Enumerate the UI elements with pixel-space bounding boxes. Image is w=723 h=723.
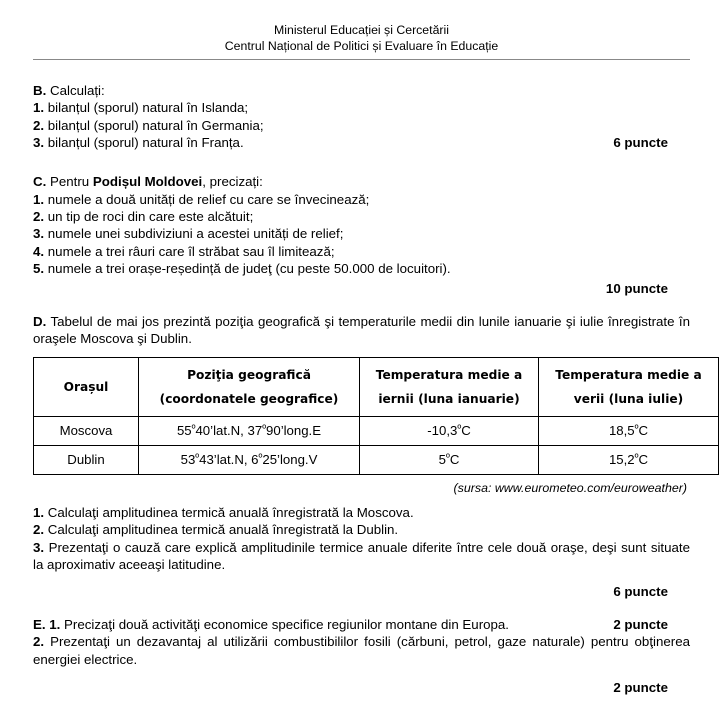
section-b-item-2-text: bilanțul (sporul) natural în Germania; [44,117,264,133]
cell-winter-dublin [360,445,539,474]
section-c-item-4-text: numele a trei râuri care îl străbat sau îl limitează; [44,243,335,259]
section-d-intro [33,313,690,348]
section-b-item-2-num: 2. [33,117,45,133]
section-c-subject: Podișul Moldovei [92,174,203,190]
section-b-item-3-text: bilanțul (sporul) natural în Franța. [44,135,244,151]
document-header [0,0,723,54]
cell-winter-dublin-unit: C [449,452,460,468]
section-e-item-2-points: 2 puncte [613,680,668,696]
section-b-item-2 [33,117,690,134]
degree-symbol: º [195,452,200,465]
table-header-position [139,357,360,416]
degree-symbol: º [457,423,462,436]
cell-position-dublin-lat-deg: 53 [180,452,196,468]
section-c-item-1-text: numele a două unități de relief cu care se învecinează; [44,191,370,207]
degree-symbol: º [191,423,196,436]
section-c-item-5-num: 5. [33,261,45,277]
section-b-item-1-num: 1. [33,100,45,116]
cell-position-dublin [139,445,360,474]
section-e-item-1-points: 2 puncte [613,616,668,632]
cell-summer-dublin-unit: C [638,452,649,468]
table-header-position-l2: (coordonatele geografice) [159,391,339,406]
cell-city-moscova: Moscova [34,416,139,445]
table-header-summer-l1: Temperatura medie a [555,367,702,382]
ministry-line: Ministerul Educației și Cercetării [274,23,449,37]
section-b-item-3-num: 3. [33,135,45,151]
section-c-item-5-text: numele a trei orașe-reședință de judeţ (cu peste 50.000 de locuitori). [44,261,451,277]
table-source: (sursa: www.eurometeo.com/euroweather) [453,480,687,495]
section-c-item-1 [33,191,690,208]
table-header-winter [360,357,539,416]
section-c-item-1-num: 1. [33,191,45,207]
cell-winter-moscova-value: -10,3 [427,423,458,439]
section-b-intro-text: Calculați: [46,83,105,98]
section-d-label: D. [33,313,47,329]
table-row [34,416,719,445]
section-d-item-2 [33,521,690,538]
section-b-points: 6 puncte [613,135,668,151]
cell-position-moscova-lat-deg: 55 [176,423,192,439]
section-c-item-3-text: numele unei subdiviziuni a acestei unități de relief; [44,226,344,242]
section-b-label: B. [33,83,47,98]
cell-summer-dublin [539,445,719,474]
section-c-item-3-num: 3. [33,226,45,242]
section-d-points: 6 puncte [613,583,668,599]
section-b [33,82,690,151]
section-d-item-3 [33,539,690,574]
geo-temperature-table [33,357,719,475]
section-e-item-2 [33,633,690,668]
degree-symbol: º [634,423,639,436]
table-header-position-l1: Poziţia geografică [187,367,311,382]
cell-position-moscova-long: 90’long.E [266,423,322,439]
section-b-item-1-text: bilanțul (sporul) natural în Islanda; [44,100,249,116]
cell-summer-dublin-value: 15,2 [608,452,635,468]
section-e-item-2-num: 2. [33,634,45,650]
section-e-item-1 [33,616,690,633]
cell-winter-moscova-unit: C [461,423,471,439]
section-c-item-2-num: 2. [33,209,45,225]
table-header-row [34,357,719,416]
table-header-winter-l1: Temperatura medie a [375,367,523,382]
section-c-intro-pre: Pentru [46,174,93,190]
section-c-label: C. [33,174,47,190]
cell-summer-moscova [539,416,719,445]
degree-symbol: º [634,452,639,465]
section-d-item-3-text: Prezentaţi o cauză care explică amplitudinile termice anuale diferite între cele două oraşe, deşi sunt situate la aproximativ aceeaşi latitudine. [33,539,690,573]
section-d-item-1-num: 1. [33,504,45,520]
section-e [33,616,690,697]
table-row [34,445,719,474]
section-d-item-2-text: Calculaţi amplitudinea termică anuală înregistrată la Dublin. [44,522,399,538]
section-c-item-2 [33,208,690,225]
section-d-intro-text: Tabelul de mai jos prezintă poziţia geografică şi temperaturile medii din lunile ianuarie şi iulie înregistrate în oraşele Moscova şi Dublin. [33,313,690,347]
section-c-item-3 [33,225,690,242]
cell-winter-moscova [360,416,539,445]
section-c-intro-post: , precizați: [202,174,263,190]
cell-city-dublin: Dublin [34,445,139,474]
cell-summer-moscova-value: 18,5 [608,423,635,439]
section-c [33,173,690,296]
section-c-intro [33,173,690,190]
table-header-city-l1: Orașul [63,379,109,394]
cell-position-moscova-mid: 40’lat.N, 37 [195,423,263,439]
cell-winter-dublin-value: 5 [438,452,446,468]
degree-symbol: º [445,452,450,465]
degree-symbol: º [258,452,263,465]
section-d-item-3-num: 3. [33,539,45,555]
section-c-item-2-text: un tip de roci din care este alcătuit; [44,209,254,225]
section-c-points: 10 puncte [605,280,668,296]
section-d-item-2-num: 2. [33,522,45,538]
cell-position-dublin-long: 25’long.V [262,452,318,468]
cell-summer-moscova-unit: C [638,423,649,439]
section-c-item-4-num: 4. [33,243,45,259]
center-line: Centrul Național de Politici și Evaluare în Educație [224,39,499,53]
section-e-item-2-text: Prezentaţi un dezavantaj al utilizării combustibililor fosili (cărbuni, petrol, gaze naturale) pentru obţinerea energiei electrice. [33,634,690,667]
table-header-winter-l2: iernii (luna ianuarie) [378,391,520,406]
table-header-city [34,357,139,416]
section-c-item-5 [33,260,690,277]
section-e-item-1-label: E. 1. [33,616,61,632]
table-header-summer-l2: verii (luna iulie) [573,391,684,406]
section-b-intro [33,82,690,99]
cell-position-dublin-mid: 43’lat.N, 6 [199,452,259,468]
section-d-item-1 [33,504,690,521]
table-header-summer [539,357,719,416]
section-d-item-1-text: Calculaţi amplitudinea termică anuală înregistrată la Moscova. [44,504,414,520]
section-d [33,313,702,600]
cell-position-moscova [139,416,360,445]
degree-symbol: º [262,423,267,436]
section-e-item-1-text: Precizaţi două activităţi economice specifice regiunilor montane din Europa. [60,616,509,632]
section-b-item-1 [33,99,690,116]
section-c-item-4 [33,243,690,260]
